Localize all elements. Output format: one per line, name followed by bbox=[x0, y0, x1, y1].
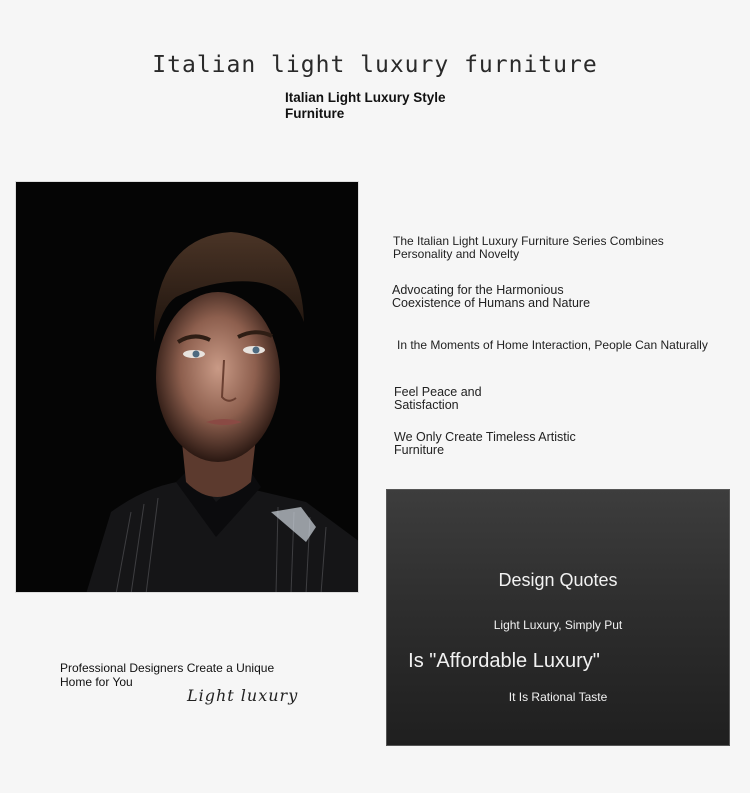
quote-headline: Is "Affordable Luxury" bbox=[408, 650, 600, 672]
feature-text-4: Feel Peace and Satisfaction bbox=[394, 385, 482, 412]
quote-title: Design Quotes bbox=[498, 570, 618, 590]
design-quotes-box bbox=[386, 489, 730, 746]
feature-text-1: The Italian Light Luxury Furniture Series Combines Personality and Novelty bbox=[393, 234, 664, 261]
page-subtitle: Italian Light Luxury Style Furniture bbox=[285, 90, 446, 121]
portrait-image bbox=[15, 181, 359, 593]
feature-text-5: We Only Create Timeless Artistic Furniture bbox=[394, 430, 576, 457]
feature-text-3: In the Moments of Home Interaction, People Can Naturally bbox=[397, 338, 708, 352]
quote-line-1: Light Luxury, Simply Put bbox=[493, 618, 623, 632]
designers-text: Professional Designers Create a Unique Home for You bbox=[60, 661, 275, 689]
light-luxury-script: Light luxury bbox=[187, 686, 299, 705]
page-title: Italian light luxury furniture bbox=[152, 52, 598, 78]
quote-line-2: It Is Rational Taste bbox=[508, 690, 608, 704]
feature-text-2: Advocating for the Harmonious Coexistence of Humans and Nature bbox=[392, 283, 591, 310]
